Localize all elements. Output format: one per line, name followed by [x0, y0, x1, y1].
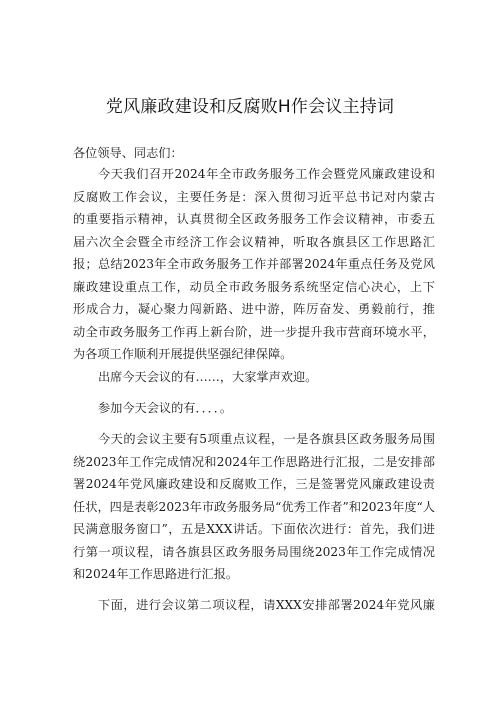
paragraph-participants: [73, 397, 435, 420]
text-line: 下面，进行会议第二项议程，请XXX安排部署2024年党风廉: [98, 598, 435, 612]
document-title: 党风廉政建设和反腐败H作会议主持词: [105, 97, 395, 117]
text-line: 廉政建设重点工作，动员全市政务服务系统坚定信心决心，上下: [73, 279, 435, 294]
text-line: 形成合力，凝心聚力闯新路、进中游，阵厉奋发、勇毅前行，推: [73, 302, 435, 316]
text-line: 民满意服务窗口”，五是XXX讲话。下面依次进行：首先，我们进: [73, 522, 435, 536]
text-line: 反腐败工作会议，主要任务是：深入贯彻习近平总书记对内蒙古: [73, 189, 435, 204]
text-line: 的重要指示精神，认真贯彻全区政务服务工作会议精神，市委五: [73, 212, 435, 226]
text-line: 今天我们召开2024年全市政务服务工作会暨党风廉政建设和: [98, 167, 435, 181]
paragraph-agenda: [73, 428, 435, 586]
text-line: 届六次全会暨全市经济工作会议精神，听取各旗县区工作思路汇: [73, 234, 435, 249]
salutation: 各位领导、同志们：: [73, 146, 183, 160]
text-line: 任状，四是表彰2023年市政务服务局“优秀工作者”和2023年度“人: [73, 499, 435, 514]
text-line: 行第一项议程，请各旗县区政务服务局围绕2023年工作完成情况: [73, 544, 435, 559]
text-line: 参加今天会议的有．．．．。: [98, 401, 233, 415]
text-line: 署2024年党风廉政建设和反腐败工作，三是签署党风廉政建设责: [73, 477, 435, 491]
text-line: 为各项工作顺利开展提供坚强纪律保障。: [73, 347, 293, 361]
text-line: 出席今天会议的有……，大家掌声欢迎。: [98, 370, 318, 384]
text-line: 今天的会议主要有5项重点议程，一是各旗县区政务服务局围: [98, 432, 435, 446]
text-line: 和2024年工作思路进行汇报。: [73, 567, 239, 581]
text-line: 报；总结2023年全市政务服务工作并部署2024年重点任务及党风: [73, 257, 435, 271]
text-line: 绕2023年工作完成情况和2024年工作思路进行汇报，二是安排部: [73, 454, 435, 469]
paragraph-second-agenda: [73, 594, 435, 617]
paragraph-attendees: [73, 366, 435, 389]
paragraph-opening: [73, 163, 435, 366]
text-line: 动全市政务服务工作再上新台阶，进一步提升我市营商环境水平，: [73, 324, 435, 339]
